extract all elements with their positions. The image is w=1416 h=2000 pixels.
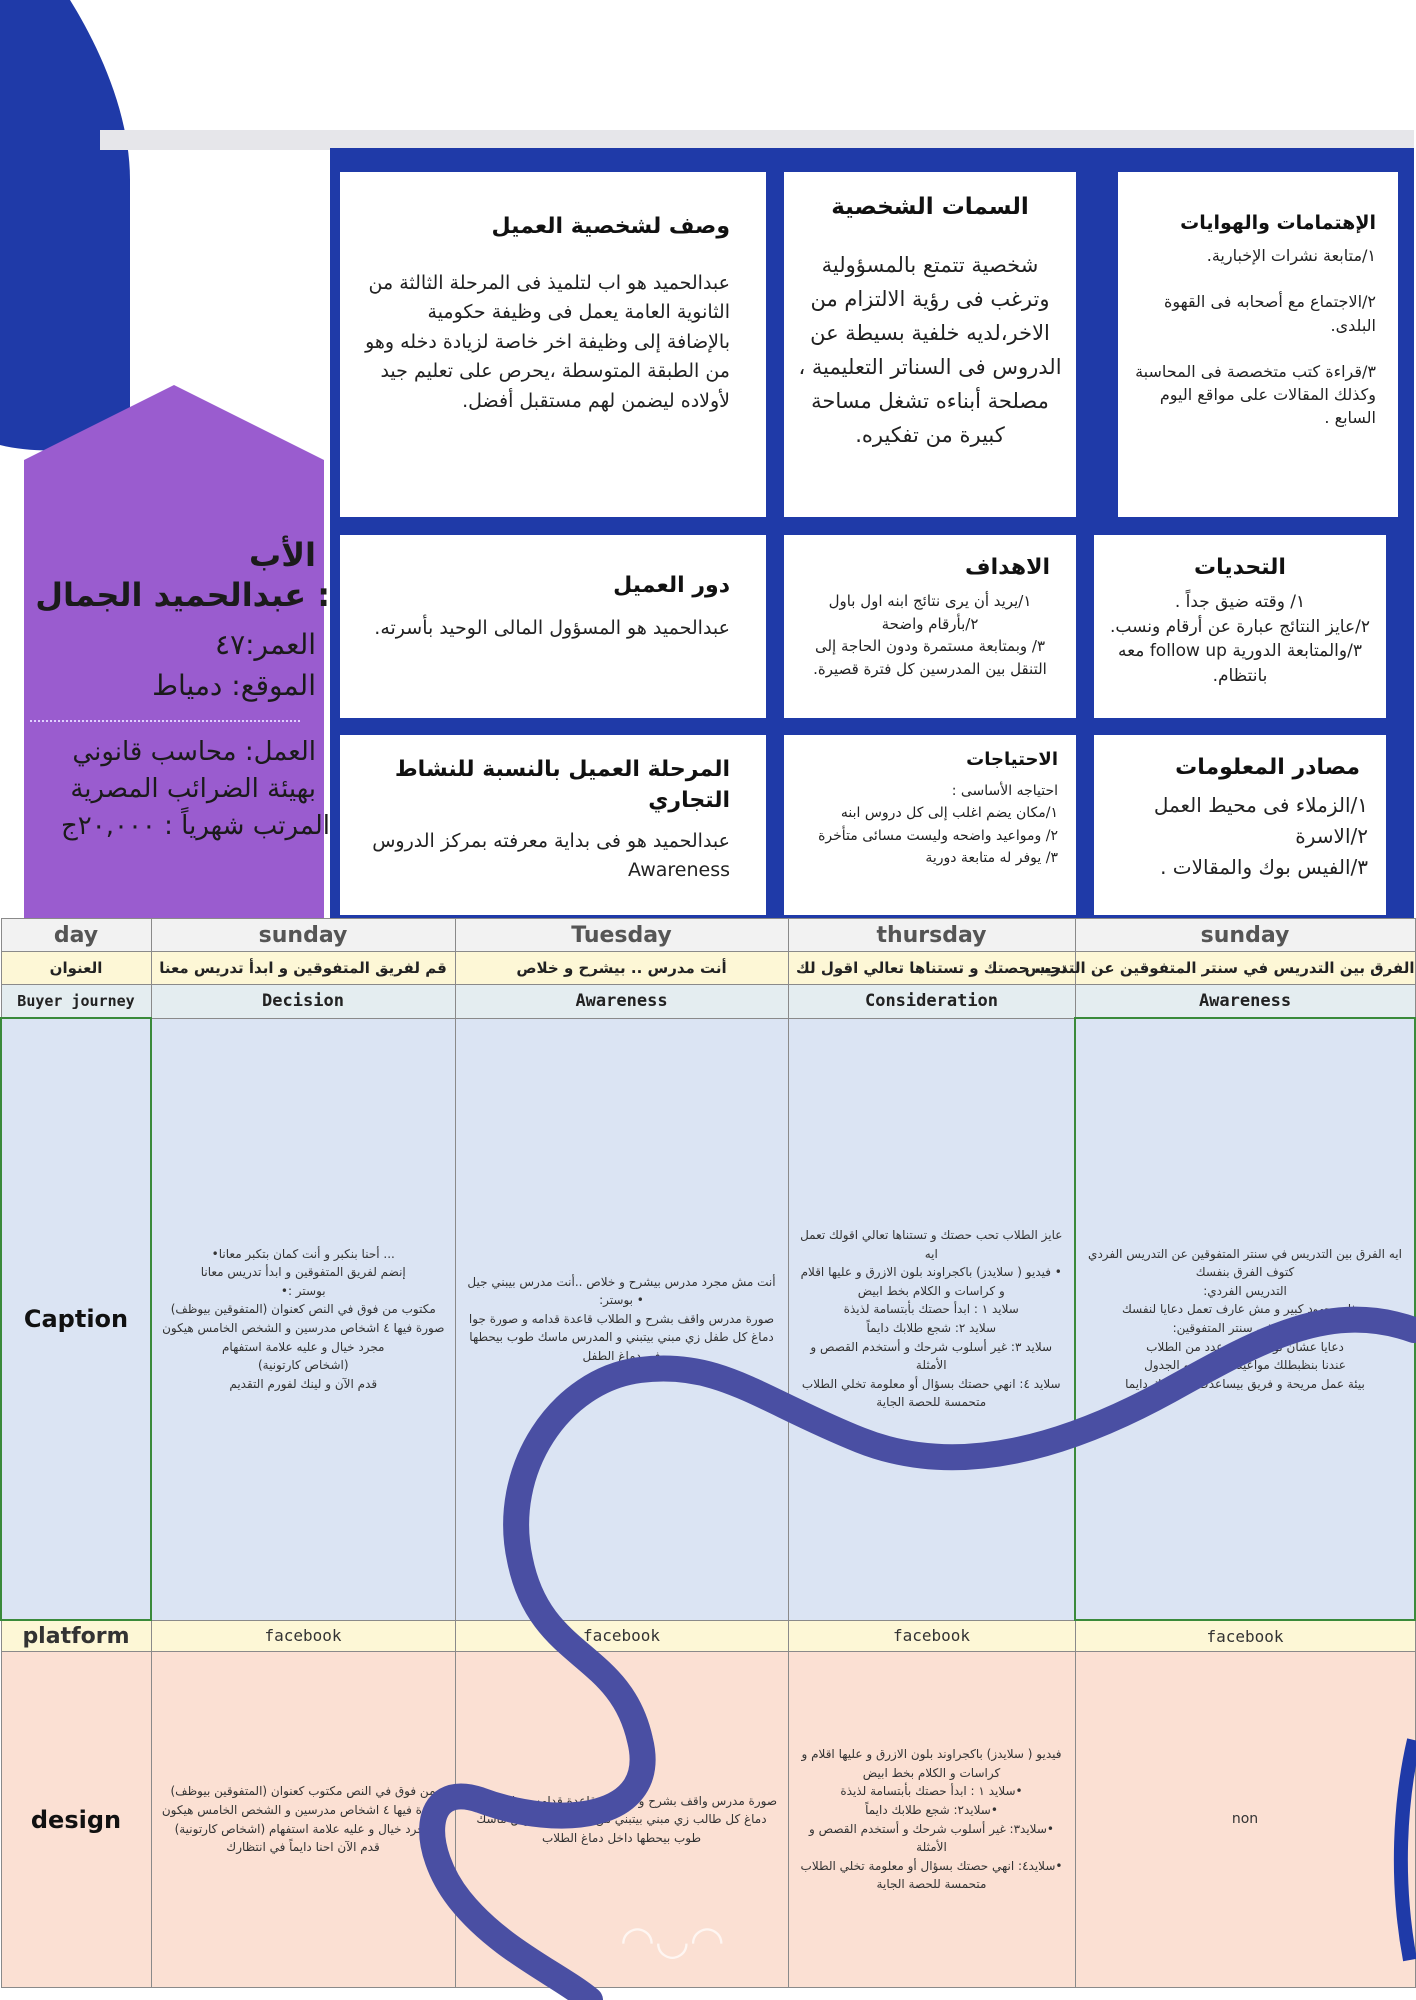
persona-name: : عبدالحميد الجمال [35,576,330,614]
day-cell: Tuesday [455,919,788,952]
card-interests-title: الإهتمامات والهوايات [1180,212,1376,234]
design-cell [788,1652,1075,1988]
day-cell: sunday [1075,919,1415,952]
content-plan-table [0,918,1416,1988]
card-role-title: دور العميل [613,573,730,598]
design-cell [1075,1652,1415,1988]
card-traits-body: شخصية تتمتع بالمسؤولية وترغب فى رؤية الالتزام من الاخر،لديه خلفية بسيطة عن الدروس فى السناتر التعليمية ، مصلحة أبناءه تشغل مساحة كبيرة من تفكيره. [798,253,1062,448]
card-goals [784,535,1076,718]
card-interests [1118,172,1398,517]
row-label-platform: platform [1,1620,151,1652]
persona-salary: المرتب شهرياً : ٢٠,٠٠٠ج [60,811,330,841]
title-cell: الفرق بين التدريس في سنتر المتفوقين عن التدريس [1075,952,1415,985]
platform-cell: facebook [1075,1620,1415,1652]
persona-divider [30,720,300,722]
card-role [340,535,766,718]
card-challenges-body: ١/ وقته ضيق جداً . ٢/عايز النتائج عبارة عن أرقام ونسب. ٣/والمتابعة الدورية follow up معه بانتظام. [1110,592,1370,686]
card-goals-title: الاهداف [965,555,1050,580]
card-description [340,172,766,517]
card-goals-body: ١/يريد أن يرى نتائج ابنه اول باول ٢/بأرقام واضحة ٣/ وبمتابعة مستمرة ودون الحاجة إلى التنقل بين المدرسين كل فترة قصيرة. [813,592,1047,678]
table-row-journey [1,985,1415,1019]
persona-work: العمل: محاسب قانوني [72,737,316,768]
design-text: من فوق في النص مكتوب كعنوان (المتفوقين بيوظف) صورة فيها ٤ اشخاص مدرسين و الشخص الخامس هيكون مجرد خيال و عليه علامة استفهام (اشخاص كارتونية) قدم الآن احنا دايماً في انتظارك [161,1784,445,1855]
design-text: non [1231,1810,1259,1827]
card-needs-body: احتياجه الأساسى : ١/مكان يضم اغلب إلى كل دروس ابنه ٢/ ومواعيد واضحه وليست مسائى متأخرة ٣/ يوفر له متابعة دورية [818,783,1058,867]
day-cell: sunday [151,919,455,952]
persona-work-place: بهيئة الضرائب المصرية [70,774,316,805]
row-label-journey: Buyer journey [1,985,151,1019]
card-description-body: عبدالحميد هو اب لتلميذ فى المرحلة الثالثة من الثانوية العامة يعمل فى وظيفة حكومية بالإضافة إلى وظيفة اخر خاصة لزيادة دخله وهو من الطبقة المتوسطة ،يحرص على تعليم جيد لأولاده ليضمن لهم مستقبل أفضل. [365,272,730,412]
caption-cell [455,1018,788,1620]
table-row-platform [1,1620,1415,1652]
card-sources [1094,735,1386,915]
row-label-title: العنوان [1,952,151,985]
day-cell: thursday [788,919,1075,952]
card-challenges-title: التحديات [1194,555,1286,580]
card-sources-title: مصادر المعلومات [1175,755,1360,780]
card-challenges [1094,535,1386,718]
card-traits [784,172,1076,517]
journey-cell: Consideration [788,985,1075,1019]
journey-cell: Decision [151,985,455,1019]
watermark-logo: ◠◡◠ [620,1918,725,1964]
table-row-title [1,952,1415,985]
card-needs-title: الاحتياجات [966,749,1058,770]
card-description-title: وصف لشخصية العميل [491,214,730,239]
card-traits-title: السمات الشخصية [831,194,1029,220]
card-sources-body: ١/الزملاء فى محيط العمل ٢/الاسرة ٣/الفيس بوك والمقالات . [1153,793,1368,879]
card-interests-body: ١/متابعة نشرات الإخبارية. ٢/الاجتماع مع أصحابه فى القهوة البلدى. ٣/قراءة كتب متخصصة فى المحاسبة وكذلك المقالات على مواقع اليوم السابع . [1135,246,1376,428]
caption-text: عايز الطلاب تحب حصتك و تستناها تعالي اقولك تعمل ايه • فيديو ( سلايدز) باكجراوند بلون الازرق و عليها اقلام و كراسات و الكلام بخط ابيض سلايد ١ : ابدأ حصتك بأبتسامة لذيذة سلايد ٢: شجع طلابك دايماً سلايد ٣: غير أسلوب شرحك و أستخدم القصص و الأمثلة سلايد ٤: انهي حصتك بسؤال أو معلومة تخلي الطلاب متحمسة للحصة الجاية [800,1228,1063,1410]
row-label-design: design [1,1652,151,1988]
persona-location: الموقع: دمياط [152,668,316,702]
caption-cell [1075,1018,1415,1620]
caption-cell [151,1018,455,1620]
caption-cell [788,1018,1075,1620]
persona-age: العمر:٤٧ [215,628,316,661]
title-cell: تحب حصتك و تستناها تعالي اقول لك [788,952,1075,985]
card-stage [340,735,766,915]
table-row-caption [1,1018,1415,1620]
journey-cell: Awareness [455,985,788,1019]
card-role-body: عبدالحميد هو المسؤول المالى الوحيد بأسرته. [374,617,730,639]
card-stage-title: المرحلة العميل بالنسبة للنشاط التجاري [394,757,730,813]
platform-cell: facebook [455,1620,788,1652]
platform-cell: facebook [151,1620,455,1652]
design-cell [151,1652,455,1988]
caption-text: أنت مش مجرد مدرس بيشرح و خلاص ..أنت مدرس بيبني جيل • بوستر: صورة مدرس واقف بشرح و الطلاب قاعدة قدامه و صورة جوا دماغ كل طفل زي مبني بيتبني و المدرس ماسك طوب بيحطها في دماغ الطفل [467,1274,776,1363]
card-stage-body: عبدالحميد هو فى بداية معرفته بمركز الدروس Awareness [372,829,730,882]
row-label-day: day [1,919,151,952]
title-cell: قم لفريق المتفوقين و ابدأ تدريس معنا [151,952,455,985]
persona-title: الأب [249,536,316,574]
persona-info [0,535,330,845]
caption-text: ... أحنا بنكبر و أنت كمان بتكبر معانا• إنضم لفريق المتفوقين و ابدأ تدريس معانا بوستر :• مكتوب من فوق في النص كعنوان (المتفوقين بيوظف) صورة فيها ٤ اشخاص مدرسين و الشخص الخامس هيكون مجرد خيال و عليه علامة استفهام (اشخاص كارتونية) قدم الآن و لينك لفورم التقديم [162,1246,445,1391]
caption-text: ايه الفرق بين التدريس في سنتر المتفوقين عن التدريس الفردي كتوف الفرق بنفسك التدريس الفردي: بتبذل مجهود كبير و مش عارف تعمل دعايا لنفسك التدريس في سنتر المتفوقين: دعايا عشان توصل لأكبر عدد من الطلاب عندنا بنظبطلك مواعيد الحصص و الجدول بيئة عمل مريحة و فريق بيساعدك و يدعمك دايما [1088,1246,1402,1391]
card-needs [784,735,1076,915]
row-label-caption: Caption [1,1018,151,1620]
table-row-day [1,919,1415,952]
design-text: فيديو ( سلايدز) باكجراوند بلون الازرق و عليها اقلام و كراسات و الكلام بخط ابيض •سلايد ١ : ابدأ حصتك بأبتسامة لذيذة •سلايد٢: شجع طلابك دايماً •سلايد٣: غير أسلوب شرحك و أستخدم القصص و الأمثلة •سلايد٤: انهي حصتك بسؤال أو معلومة تخلي الطلاب متحمسة للحصة الجاية [800,1747,1063,1892]
design-text: صورة مدرس واقف بشرح و الطلاب قاعدة قدامه و ظاهر داخل دماغ كل طالب زي مبني بيتبني من طوب و المدرس ماسك طوب بيحطها داخل دماغ الطلاب [465,1793,778,1845]
header-band [100,130,1414,150]
platform-cell: facebook [788,1620,1075,1652]
title-cell: أنت مدرس .. بيشرح و خلاص [455,952,788,985]
journey-cell: Awareness [1075,985,1415,1019]
